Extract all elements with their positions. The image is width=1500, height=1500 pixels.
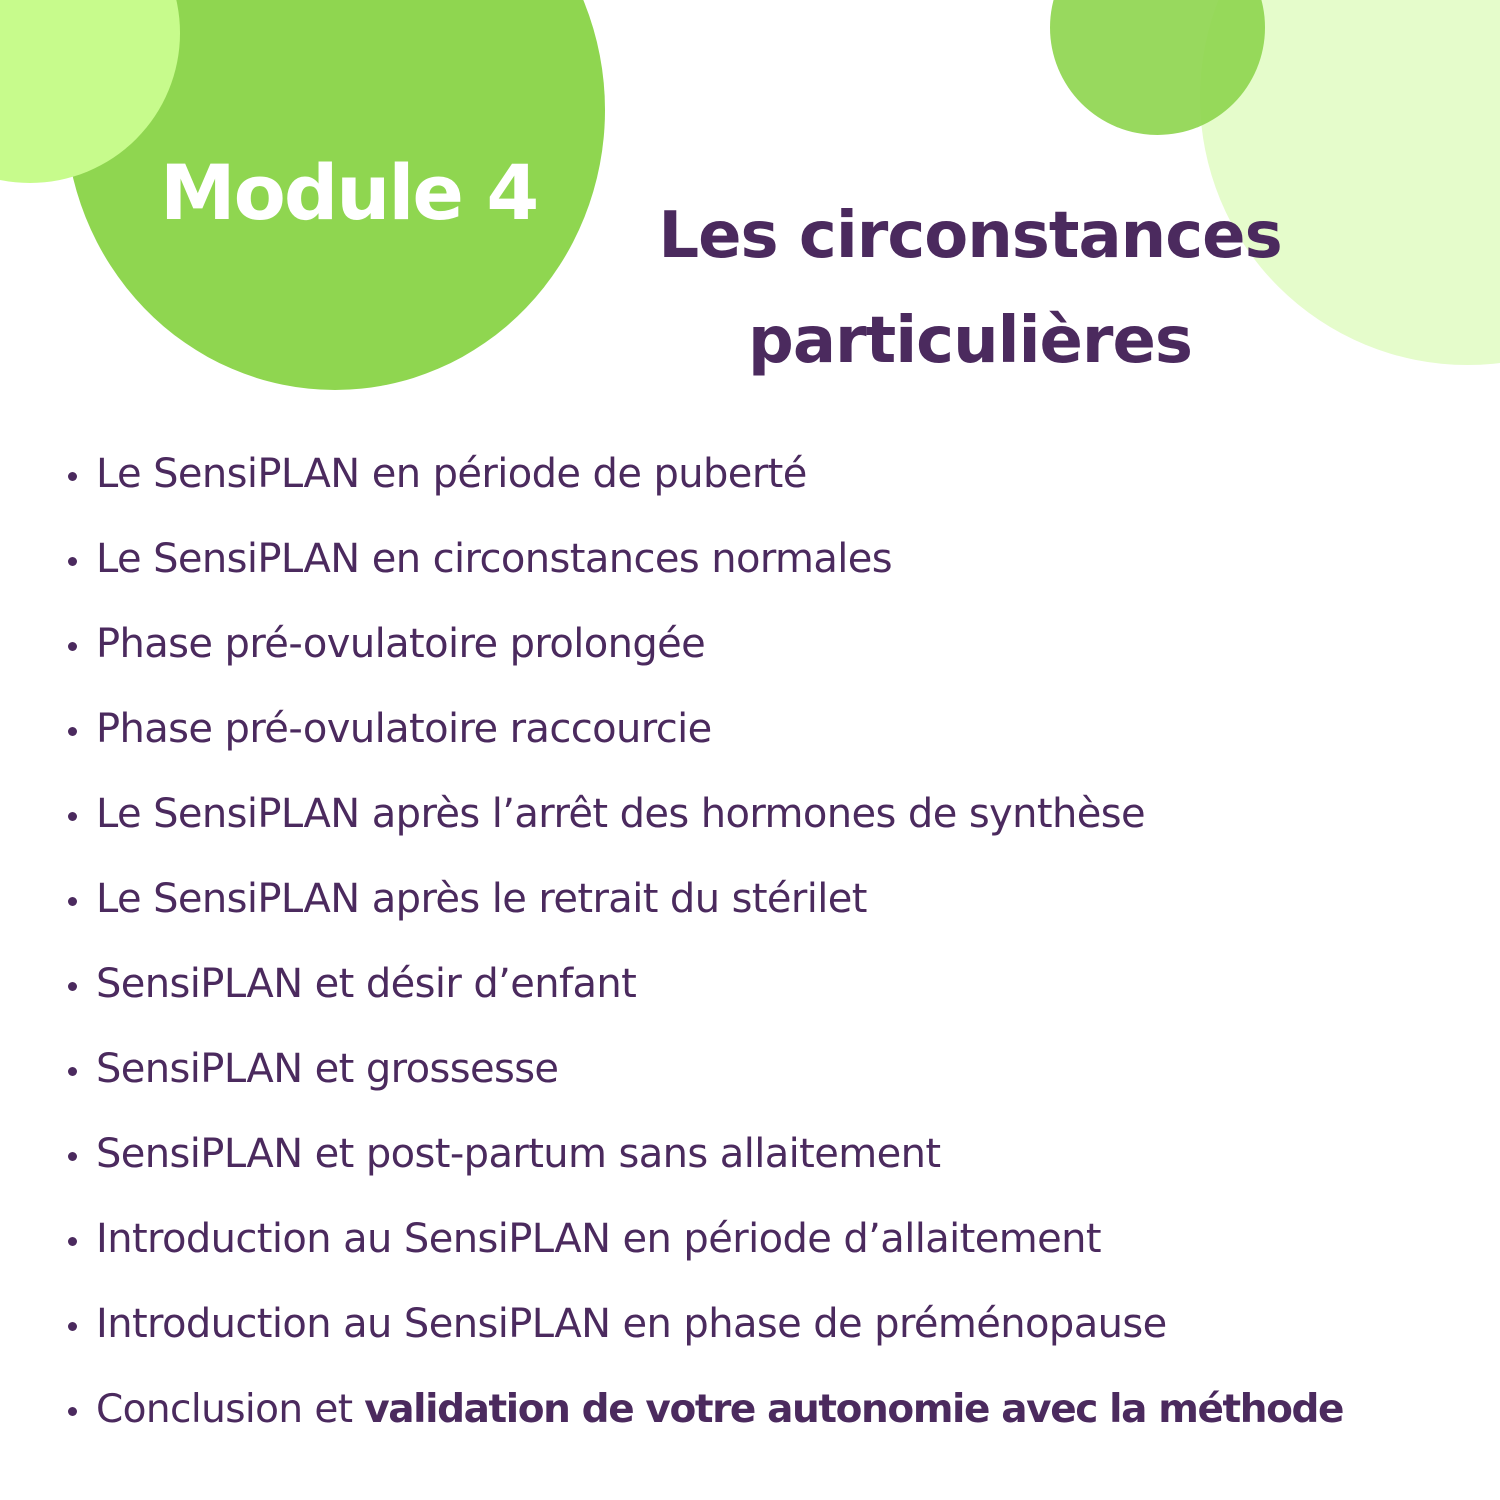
bullet-icon — [68, 727, 77, 736]
list-item-text: Introduction au SensiPLAN en période d’allaitement — [96, 1216, 1101, 1262]
bullet-icon — [68, 642, 77, 651]
list-item-text: Le SensiPLAN en période de puberté — [96, 451, 807, 497]
list-item-text: Phase pré-ovulatoire raccourcie — [96, 706, 712, 752]
bullet-icon — [68, 982, 77, 991]
list-item-text: Introduction au SensiPLAN en phase de préménopause — [96, 1301, 1167, 1347]
module-label: Module 4 — [160, 148, 538, 237]
bullet-icon — [68, 812, 77, 821]
bullet-icon — [68, 1152, 77, 1161]
conclusion-text: Conclusion et — [96, 1387, 365, 1432]
title-line-1: Les circonstances — [658, 199, 1282, 273]
list-item — [64, 1112, 1343, 1197]
bullet-icon — [68, 1067, 77, 1076]
list-item-text: Phase pré-ovulatoire prolongée — [96, 621, 706, 667]
page-title — [520, 184, 1420, 394]
list-item — [64, 432, 1343, 517]
list-item-text: Le SensiPLAN après l’arrêt des hormones de synthèse — [96, 791, 1145, 837]
list-item — [64, 1027, 1343, 1112]
list-item-text: SensiPLAN et post-partum sans allaitement — [96, 1131, 941, 1177]
list-item-conclusion — [64, 1367, 1343, 1452]
bullet-icon — [68, 557, 77, 566]
list-item-text: Le SensiPLAN en circonstances normales — [96, 536, 893, 582]
list-item — [64, 1282, 1343, 1367]
topic-list — [64, 432, 1343, 1452]
bullet-icon — [68, 472, 77, 481]
bullet-icon — [68, 1237, 77, 1246]
list-item-text: SensiPLAN et grossesse — [96, 1046, 559, 1092]
list-item — [64, 772, 1343, 857]
list-item — [64, 942, 1343, 1027]
list-item — [64, 1197, 1343, 1282]
list-item — [64, 517, 1343, 602]
list-item-text: SensiPLAN et désir d’enfant — [96, 961, 637, 1007]
list-item — [64, 602, 1343, 687]
bullet-icon — [68, 1407, 77, 1416]
conclusion-emphasis: validation de votre autonomie avec la méthode — [364, 1387, 1344, 1432]
list-item-text: Le SensiPLAN après le retrait du stérilet — [96, 876, 867, 922]
bullet-icon — [68, 1322, 77, 1331]
title-line-2: particulières — [748, 304, 1192, 378]
list-item — [64, 857, 1343, 942]
bullet-icon — [68, 897, 77, 906]
list-item — [64, 687, 1343, 772]
